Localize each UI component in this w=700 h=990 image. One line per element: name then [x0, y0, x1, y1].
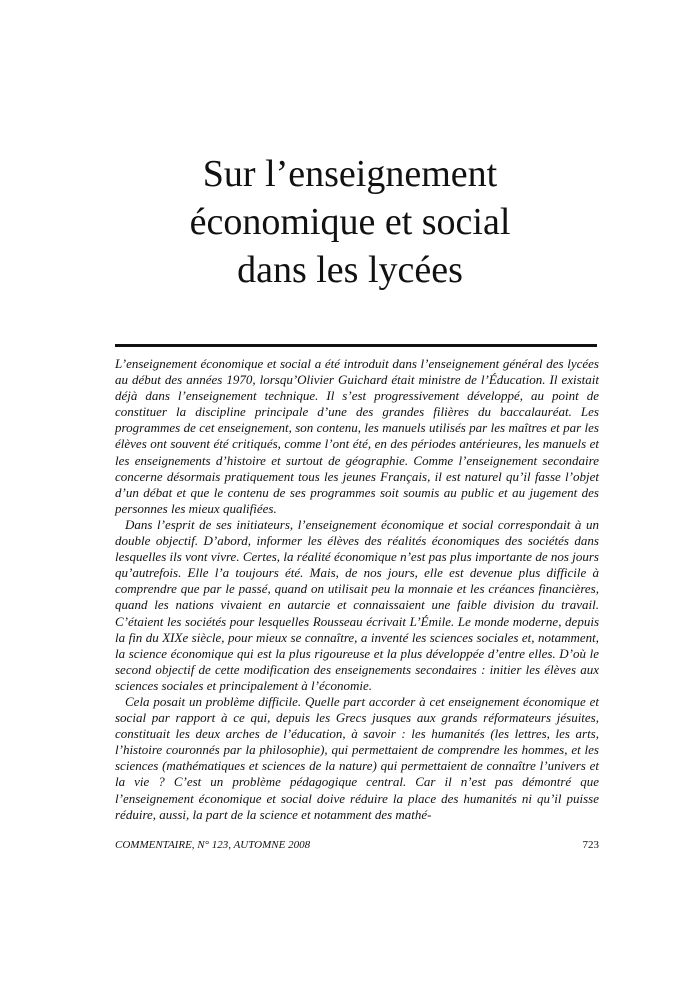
page-footer: [115, 838, 599, 852]
paragraph-1: L’enseignement économique et social a été introduit dans l’enseignement général des lycées au début des années 1970, lorsqu’Olivier Guichard était ministre de l’Éducation. Il existait déjà dans l’enseignement technique. Il s’est progressivement développé, au point de constituer la discipline principale d’une des grandes filières du baccalauréat. Les programmes de cet enseignement, son contenu, les manuels utilisés par les maîtres et par les élèves ont souvent été critiqués, comme l’ont été, en des périodes antérieures, les manuels et les enseignements d’histoire et surtout de géographie. Comme l’enseignement secondaire concerne désormais pratiquement tous les jeunes Français, il est naturel qu’il fasse l’objet d’un débat et que le contenu de ses programmes soit soumis au public et au jugement des personnes les mieux qualifiées.: [115, 356, 599, 516]
paragraph-3: Cela posait un problème difficile. Quelle part accorder à cet enseignement économique et social par rapport à ce qui, depuis les Grecs jusques aux grands réformateurs jésuites, constituait les deux arches de l’éducation, à savoir : les humanités (les lettres, les arts, l’histoire couronnés par la philosophie), qui permettaient de comprendre les hommes, et les sciences (mathématiques et sciences de la nature) qui permettaient de connaître l’univers et la vie ? C’est un problème pédagogique central. Car il n’est pas démontré que l’enseignement économique et social doive réduire la place des humanités ni qu’il puisse réduire, aussi, la part de la science et notamment des mathé-: [115, 693, 599, 822]
title-line-1: Sur l’enseignement: [202, 153, 498, 195]
paragraph-2: Dans l’esprit de ses initiateurs, l’enseignement économique et social correspondait à un double objectif. D’abord, informer les élèves des réalités économiques des sociétés dans lesquelles ils vont vivre. Certes, la réalité économique n’est pas plus importante de nos jours qu’autrefois. Elle l’a toujours été. Mais, de nos jours, elle est devenue plus difficile à comprendre que par le passé, quand on utilisait peu la monnaie et les créances financières, quand les nations vivaient en autarcie et connaissaient une faible division du travail. C’étaient les sociétés pour lesquelles Rousseau écrivait L’Émile. Le monde moderne, depuis la fin du XIXe siècle, pour mieux se connaître, a inventé les sciences sociales et, notamment, la science économique qui est la plus rigoureuse et la plus développée d’entre elles. D’où le second objectif de cette modification des enseignements secondaires : initier les élèves aux sciences sociales et principalement à l’économie.: [115, 516, 599, 693]
title-line-2: économique et social: [189, 201, 511, 243]
article-title: [0, 150, 700, 294]
title-line-3: dans les lycées: [237, 249, 463, 291]
title-divider: [115, 344, 597, 347]
article-body: [115, 356, 599, 823]
journal-reference: COMMENTAIRE, N° 123, AUTOMNE 2008: [115, 839, 311, 851]
page-number: 723: [582, 839, 599, 851]
